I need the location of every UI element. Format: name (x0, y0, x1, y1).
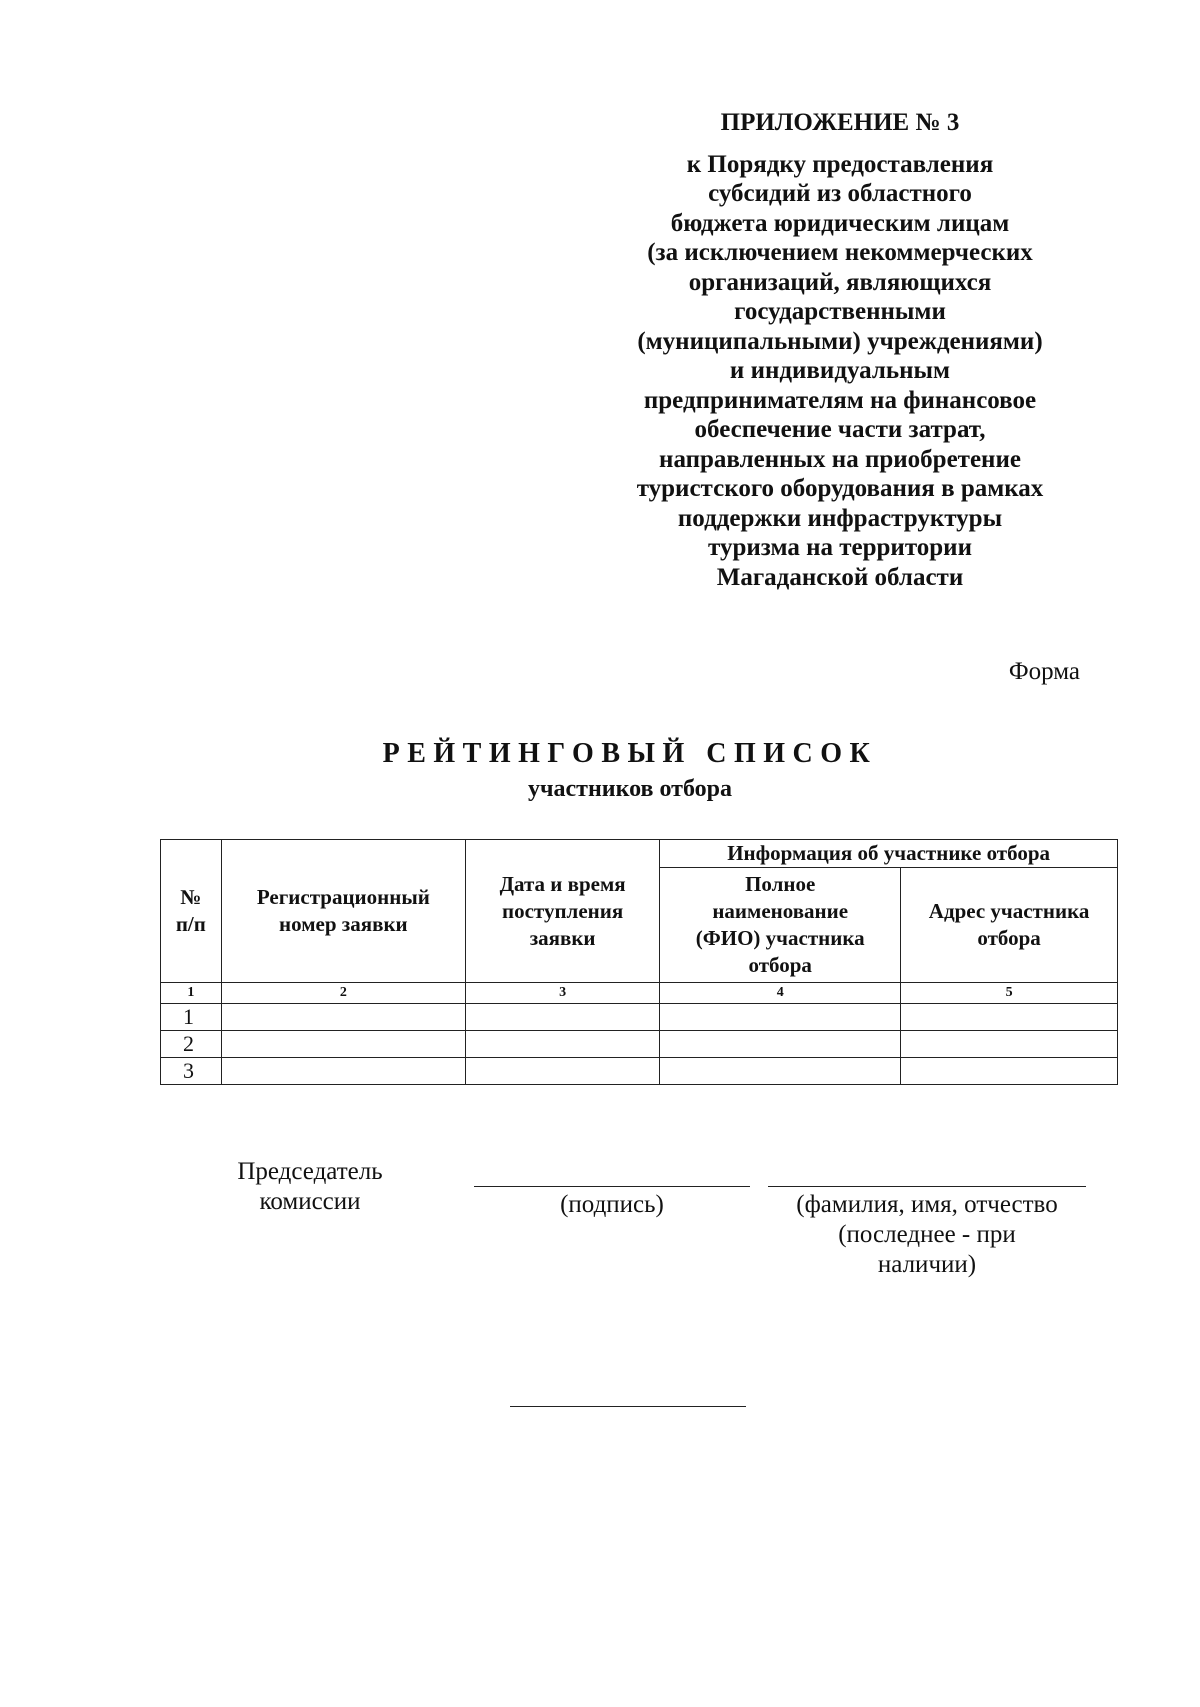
table-row (161, 1004, 1118, 1031)
appendix-line: государственными (734, 298, 946, 325)
column-number-row (161, 983, 1118, 1004)
appendix-line: (за исключением некоммерческих (647, 239, 1033, 266)
appendix-line: поддержки инфраструктуры (677, 504, 1003, 532)
rating-table (160, 839, 1118, 1085)
table-header-row (161, 840, 1118, 868)
table-cell (221, 1031, 465, 1058)
signature-caption: (подпись) (560, 1191, 664, 1218)
table-row (161, 1031, 1118, 1058)
table-cell (221, 1004, 465, 1031)
appendix-line: и индивидуальным (729, 357, 951, 384)
col-reg-header: Регистрационный номер заявки (221, 840, 465, 983)
appendix-title: ПРИЛОЖЕНИЕ № 3 (720, 109, 960, 136)
form-label: Форма (1008, 658, 1080, 685)
appendix-header (590, 108, 1090, 592)
column-number: 1 (161, 983, 222, 1004)
group-header: Информация об участнике отбора (660, 840, 1118, 868)
col-num-header: № п/п (161, 840, 222, 983)
appendix-line: Магаданской области (716, 563, 964, 591)
table-row (161, 1058, 1118, 1085)
row-index: 1 (161, 1004, 222, 1031)
appendix-line: (муниципальными) учреждениями) (637, 327, 1043, 355)
column-number: 4 (660, 983, 901, 1004)
table-cell (465, 1004, 659, 1031)
table-cell (660, 1004, 901, 1031)
name-caption: (фамилия, имя, отчество (последнее - при наличии) (796, 1191, 1058, 1278)
table-cell (660, 1031, 901, 1058)
chair-label: Председатель комиссии (237, 1158, 383, 1215)
appendix-line: обеспечение части затрат, (694, 416, 986, 443)
appendix-line: субсидий из областного (708, 180, 972, 207)
row-index: 3 (161, 1058, 222, 1085)
appendix-line: предпринимателям на финансовое (643, 386, 1037, 414)
column-number: 3 (465, 983, 659, 1004)
column-number: 5 (901, 983, 1118, 1004)
row-index: 2 (161, 1031, 222, 1058)
table-cell (901, 1058, 1118, 1085)
table-cell (660, 1058, 901, 1085)
col-name-header: Полное наименование (ФИО) участника отбора (660, 868, 901, 983)
appendix-line: туризма на территории (708, 534, 972, 561)
table-cell (901, 1004, 1118, 1031)
signature-line (474, 1186, 750, 1187)
col-address-header: Адрес участника отбора (901, 868, 1118, 983)
table-cell (465, 1031, 659, 1058)
table-cell (901, 1031, 1118, 1058)
table-cell (221, 1058, 465, 1085)
list-subtitle: участников отбора (527, 776, 732, 802)
appendix-line: организаций, являющихся (688, 268, 992, 296)
footer-divider (510, 1406, 746, 1407)
appendix-line: направленных на приобретение (659, 445, 1021, 473)
list-title: РЕЙТИНГОВЫЙ СПИСОК (382, 738, 878, 769)
appendix-line: к Порядку предоставления (686, 150, 994, 178)
column-number: 2 (221, 983, 465, 1004)
table-cell (465, 1058, 659, 1085)
name-line (768, 1186, 1086, 1187)
appendix-line: туристского оборудования в рамках (636, 475, 1044, 502)
appendix-line: бюджета юридическим лицам (670, 209, 1010, 237)
col-date-header: Дата и время поступления заявки (465, 840, 659, 983)
